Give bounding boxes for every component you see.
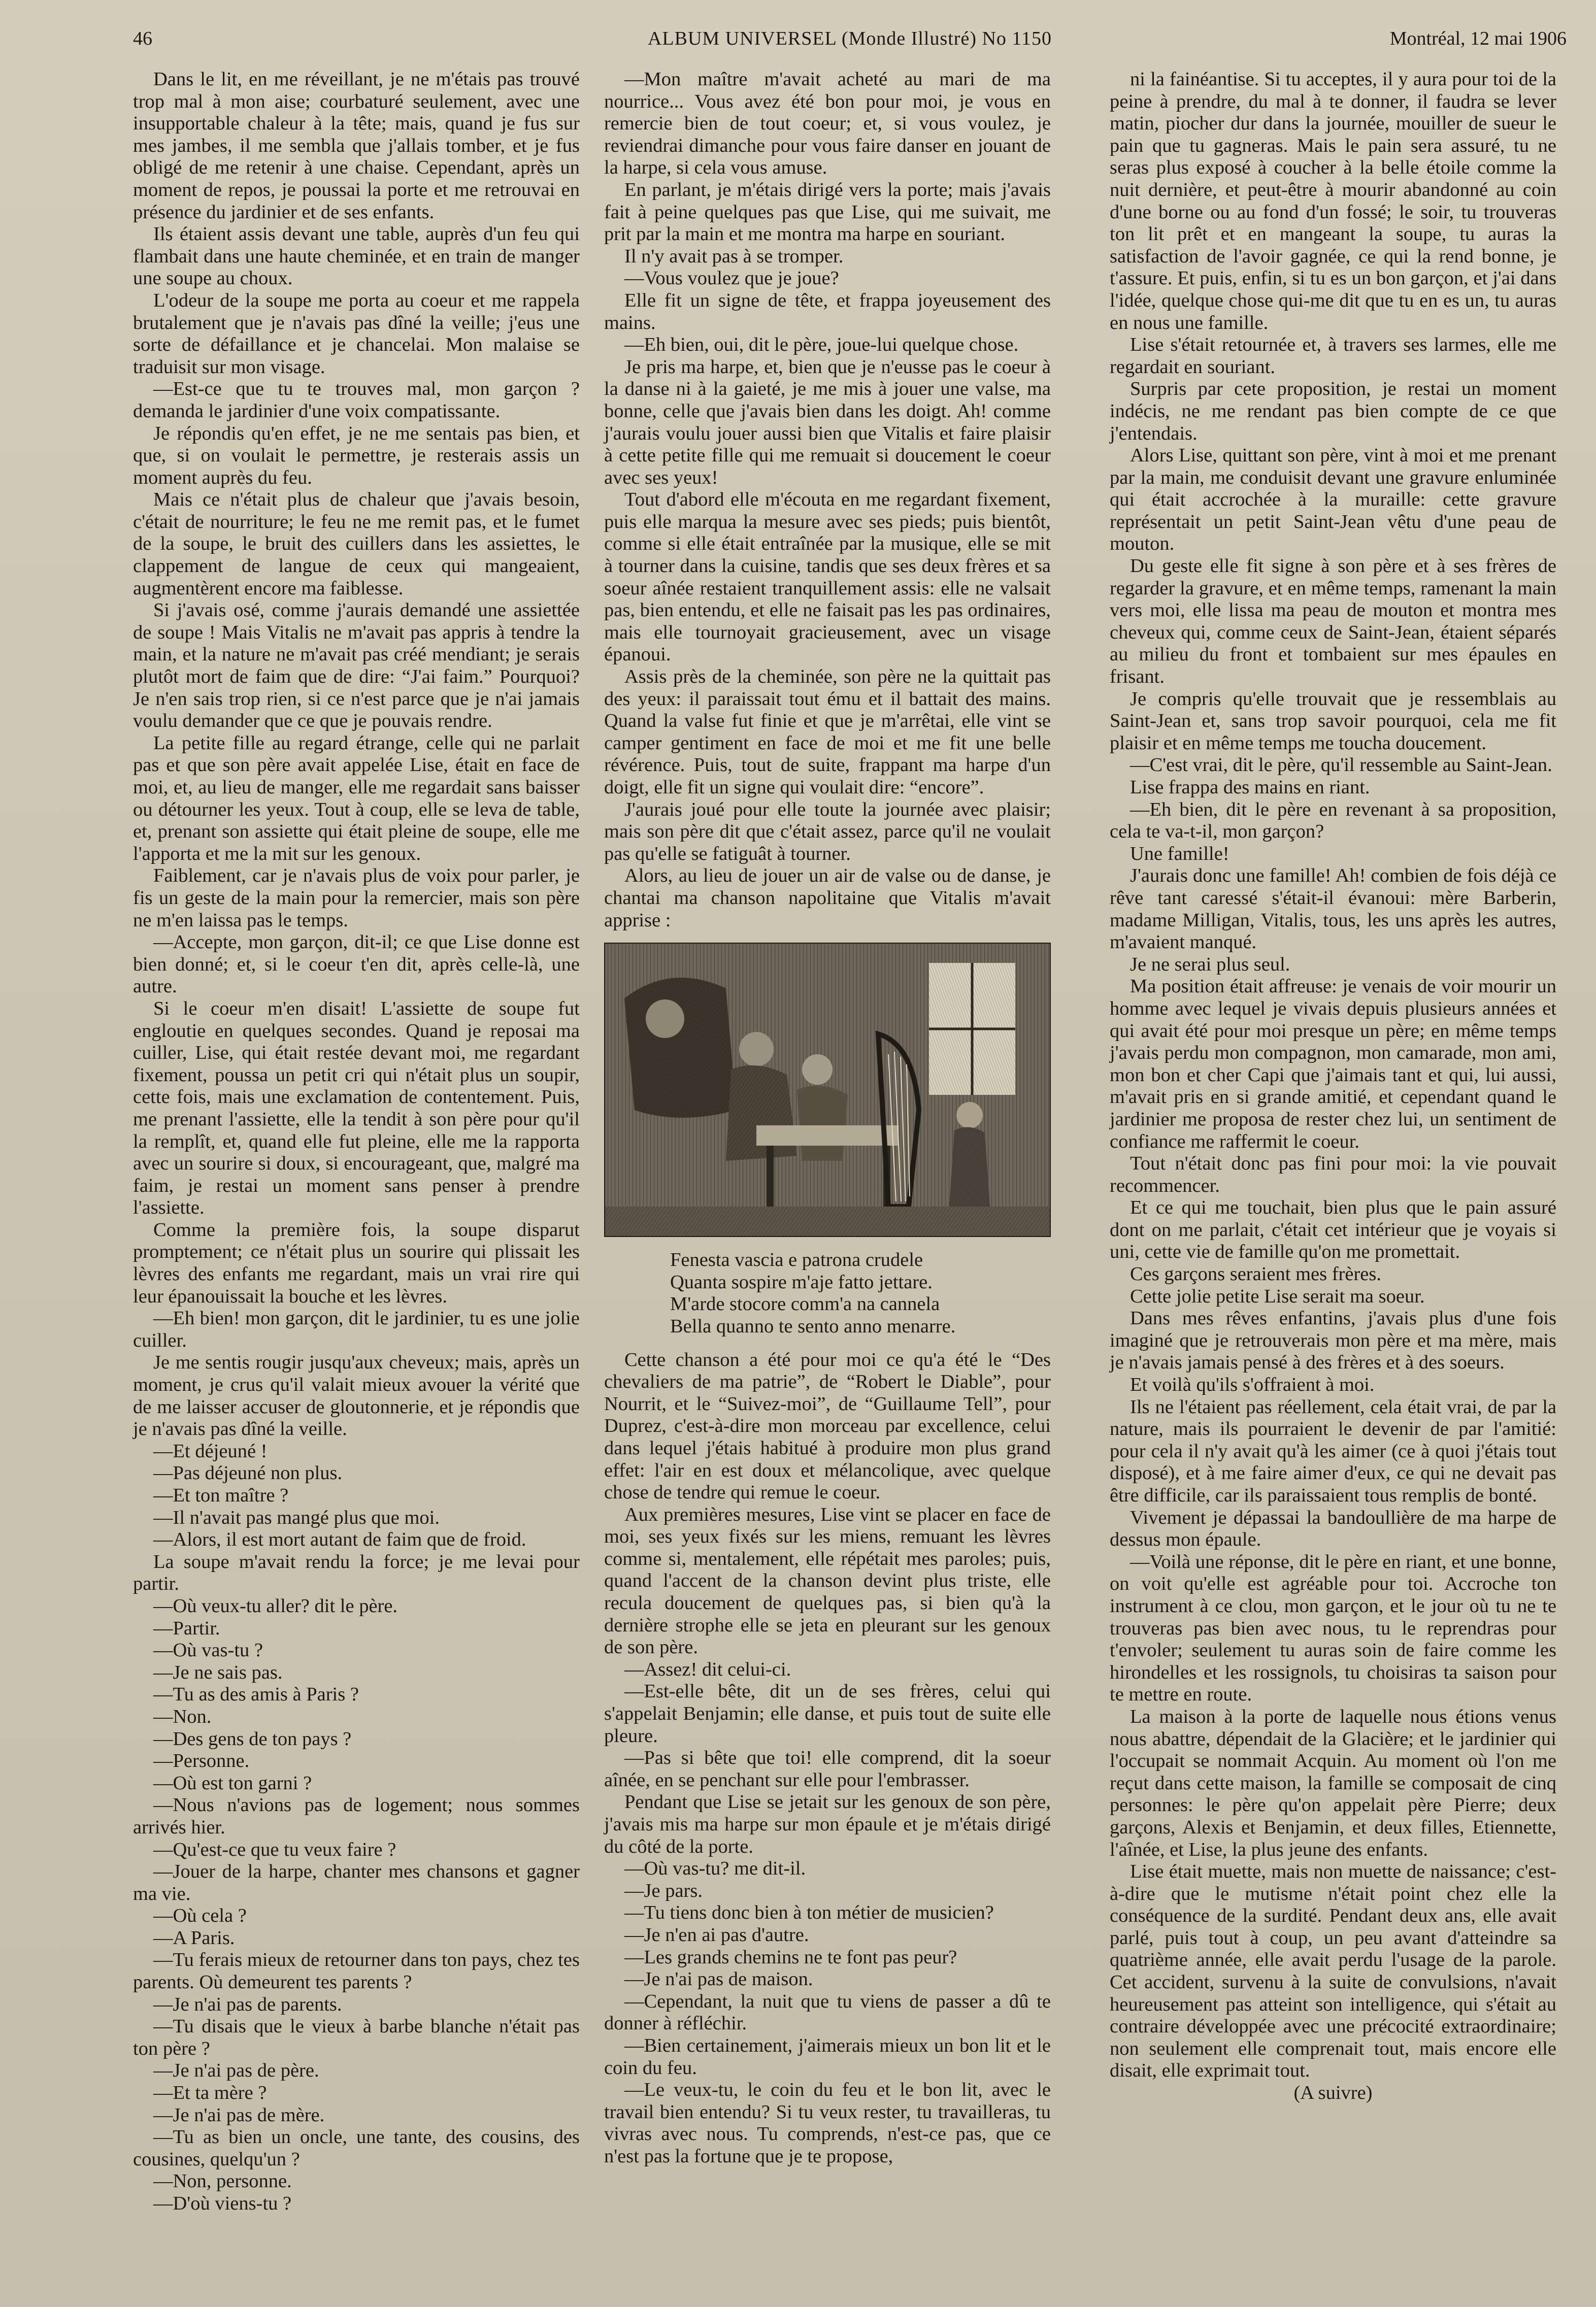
paragraph: Mais ce n'était plus de chaleur que j'avais besoin, c'était de nourriture; le feu ne me remit pas, et le fumet de la soupe, le bruit des cuillers dans les assiettes, le clappement de langue de ceux qui mangeaient, augmentèrent encore ma faiblesse. (133, 489, 580, 599)
dateline: Montréal, 12 mai 1906 (1389, 28, 1567, 49)
paragraph: Alors Lise, quittant son père, vint à moi et me prenant par la main, me conduisit devant une gravure enluminée qui était accrochée à la muraille: cette gravure représentait un petit Saint-Jean vêtu d'une peau de mouton. (1110, 445, 1556, 555)
paragraph: —Je n'en ai pas d'autre. (624, 1924, 809, 1946)
paragraph: —Je ne sais pas. (153, 1661, 283, 1683)
paragraph: Surpris par cete proposition, je restai un moment indécis, ne me rendant pas bien compte de ce que j'entendais. (1110, 378, 1556, 444)
paragraph: Il n'y avait pas à se tromper. (624, 245, 844, 267)
paragraph: Je compris qu'elle trouvait que je ressemblais au Saint-Jean et, sans trop savoir pourquoi, cela me fit plaisir et en même temps me toucha doucement. (1110, 688, 1556, 754)
paragraph: Tout n'était donc pas fini pour moi: la vie pouvait recommencer. (1110, 1153, 1556, 1196)
paragraph: —Et déjeuné ! (153, 1440, 268, 1462)
paragraph: —Alors, il est mort autant de faim que de froid. (153, 1529, 526, 1551)
paragraph: Aux premières mesures, Lise vint se placer en face de moi, ses yeux fixés sur les miens, remuant les lèvres comme si, mentalement, elle répétait mes paroles; puis, quand l'accent de la chanson devint plus triste, elle recula doucement de quelques pas, si bien qu'à la dernière strophe elle se jeta en pleurant sur les genoux de son père. (604, 1503, 1051, 1658)
paragraph: Cette jolie petite Lise serait ma soeur. (1130, 1285, 1425, 1307)
paragraph: Faiblement, car je n'avais plus de voix pour parler, je fis un geste de la main pour la remercier, mais son père ne m'en laissa pas le temps. (133, 865, 580, 931)
paragraph: —Non. (153, 1706, 212, 1727)
paragraph: —Les grands chemins ne te font pas peur? (624, 1946, 957, 1968)
publication-title: ALBUM UNIVERSEL (Monde Illustré) No 1150 (647, 28, 1052, 49)
paragraph: Ils ne l'étaient pas réellement, cela était vrai, de par la nature, mais ils pourraient le devenir de par l'amitié: pour cela il n'y avait qu'à les aimer (ce à quoi j'étais tout disposé), et à me faire aimer d'eux, ce qui ne devait pas être difficile, car ils paraissaient tous remplis de bonté. (1110, 1396, 1556, 1506)
paragraph: —C'est vrai, dit le père, qu'il ressemble au Saint-Jean. (1130, 754, 1552, 776)
paragraph: —Je n'ai pas de maison. (624, 1968, 813, 1990)
paragraph: —Partir. (153, 1617, 220, 1639)
paragraph: —Où vas-tu? me dit-il. (624, 1858, 806, 1880)
paragraph: Je ne serai plus seul. (1130, 953, 1290, 975)
paragraph: —Où cela ? (153, 1905, 247, 1927)
text-column-3 (1110, 69, 1556, 2251)
paragraph: —Cependant, la nuit que tu viens de passer a dû te donner à réfléchir. (604, 1990, 1051, 2034)
paragraph: —Personne. (153, 1750, 250, 1772)
paragraph: —Je n'ai pas de parents. (153, 1993, 342, 2015)
paragraph: —Jouer de la harpe, chanter mes chansons et gagner ma vie. (133, 1861, 580, 1904)
illustration-engraving-image (604, 943, 1051, 1237)
paragraph: Et voilà qu'ils s'offraient à moi. (1130, 1374, 1375, 1396)
paragraph: —Où veux-tu aller? dit le père. (153, 1595, 398, 1617)
paragraph: —Eh bien, oui, dit le père, joue-lui quelque chose. (624, 334, 1019, 356)
paragraph: —Et ton maître ? (153, 1485, 289, 1506)
paragraph: —Je n'ai pas de mère. (153, 2104, 325, 2126)
paragraph: L'odeur de la soupe me porta au coeur et me rappela brutalement que je n'avais pas dîné la veille; j'eus une sorte de défaillance et je chancelai. Mon malaise se traduisit sur mon visage. (133, 289, 580, 378)
text-column-1 (133, 69, 580, 2251)
verse-line: Fenesta vascia e patrona crudele (670, 1249, 923, 1271)
paragraph: —Où vas-tu ? (153, 1640, 263, 1661)
paragraph: Dans le lit, en me réveillant, je ne m'étais pas trouvé trop mal à mon aise; courbaturé seulement, avec une insupportable chaleur à la tête; mais, quand je fus sur mes jambes, il me sembla que j'allais tomber, et je fus obligé de me retenir à une chaise. Cependant, après un moment de repos, je poussai la porte et me retrouvai en présence du jardinier et de ses enfants. (133, 69, 580, 223)
paragraph: Lise était muette, mais non muette de naissance; c'est-à-dire que le mutisme n'était point chez elle la conséquence de la surdité. Pendant deux ans, elle avait parlé, puis tout à coup, un peu avant d'atteindre sa quatrième année, elle avait perdu l'usage de la parole. Cet accident, survenu à la suite de convulsions, n'avait heureusement pas atteint son intelligence, qui s'était au contraire développée avec une précocité extraordinaire; non seulement elle comprenait tout, mais encore elle disait, elle exprimait tout. (1110, 1861, 1556, 2082)
verse-line: Quanta sospire m'aje fatto jettare. (670, 1271, 933, 1293)
paragraph: Du geste elle fit signe à son père et à ses frères de regarder la gravure, et en même temps, ramenant la main vers moi, elle lissa ma peau de mouton et montra mes cheveux qui, comme ceux de Saint-Jean, étaient séparés au milieu du front et tombaient sur mes épaules en frisant. (1110, 555, 1556, 688)
paragraph: —D'où viens-tu ? (153, 2193, 292, 2214)
paragraph: Cette chanson a été pour moi ce qu'a été le “Des chevaliers de ma patrie”, de “Robert le Diable”, pour Nourrit, et le “Suivez-moi”, de “Guillaume Tell”, pour Duprez, c'est-à-dire mon morceau par excellence, celui dans lequel j'étais habitué à produire mon plus grand effet: l'air en est doux et mélancolique, avec quelque chose de tendre qui remue le coeur. (604, 1349, 1051, 1503)
paragraph: —Le veux-tu, le coin du feu et le bon lit, avec le travail bien entendu? Si tu veux rester, tu travailleras, tu vivras avec nous. Tu comprends, n'est-ce pas, que ce n'est pas la fortune que je te propose, (604, 2079, 1051, 2167)
paragraph: Je me sentis rougir jusqu'aux cheveux; mais, après un moment, je crus qu'il valait mieux avouer la vérité que de me laisser accuser de gloutonnerie, et je répondis que je n'avais pas dîné la veille. (133, 1352, 580, 1440)
paragraph: J'aurais joué pour elle toute la journée avec plaisir; mais son père dit que c'était assez, parce qu'il ne voulait pas qu'elle se fatiguât à tourner. (604, 798, 1051, 864)
paragraph: —Tu tiens donc bien à ton métier de musicien? (624, 1902, 994, 1924)
paragraph: En parlant, je m'étais dirigé vers la porte; mais j'avais fait à peine quelques pas que Lise, qui me suivait, me prit par la main et me montra ma harpe en souriant. (604, 179, 1051, 245)
paragraph: Ma position était affreuse: je venais de voir mourir un homme avec lequel je vivais depuis plusieurs années et qui avait été pour moi presque un père; en même temps j'avais perdu mon compagnon, mon camarade, mon ami, mon bon et cher Capi que j'aimais tant et qui, lui aussi, m'avait pris en si grande amitié, et cependant quand le jardinier me proposa de rester chez lui, un sentiment de confiance me raffermit le coeur. (1110, 976, 1556, 1152)
paragraph: —Pas déjeuné non plus. (153, 1462, 343, 1484)
paragraph: —Mon maître m'avait acheté au mari de ma nourrice... Vous avez été bon pour moi, je vous en remercie bien de tout coeur; et, si vous voulez, je reviendrai dimanche pour vous faire danser en jouant de la harpe, si cela vous amuse. (604, 69, 1051, 179)
paragraph: Lise frappa des mains en riant. (1130, 777, 1370, 798)
paragraph: Dans mes rêves enfantins, j'avais plus d'une fois imaginé que je retrouverais mon père et ma mère, mais je n'avais jamais pensé à des frères et à des soeurs. (1110, 1308, 1556, 1374)
paragraph: —Tu disais que le vieux à barbe blanche n'était pas ton père ? (133, 2016, 580, 2059)
paragraph: —Est-ce que tu te trouves mal, mon garçon ? demanda le jardinier d'une voix compatissante. (133, 378, 580, 422)
engraving-illustration (604, 943, 1051, 1237)
paragraph: La maison à la porte de laquelle nous étions venus nous abattre, dépendait de la Glacière; et le jardinier qui l'occupait se nommait Acquin. Au moment où l'on me reçut dans cette maison, la famille se composait de cinq personnes: le père qu'on appelait père Pierre; deux garçons, Alexis et Benjamin, et deux filles, Etiennette, l'aînée, et Lise, la plus jeune des enfants. (1110, 1706, 1556, 1860)
paragraph: —Où est ton garni ? (153, 1772, 312, 1794)
paragraph: —Tu ferais mieux de retourner dans ton pays, chez tes parents. Où demeurent tes parents ? (133, 1949, 580, 1993)
paragraph: —Je n'ai pas de père. (153, 2060, 319, 2082)
paragraph: Alors, au lieu de jouer un air de valse ou de danse, je chantai ma chanson napolitaine que Vitalis m'avait apprise : (604, 865, 1051, 931)
paragraph: J'aurais donc une famille! Ah! combien de fois déjà ce rêve tant caressé s'était-il évanoui: mère Barberin, madame Milligan, Vitalis, tous, les uns après les autres, m'avaient manqué. (1110, 865, 1556, 953)
paragraph: —Eh bien, dit le père en revenant à sa proposition, cela te va-t-il, mon garçon? (1110, 798, 1556, 843)
paragraph: —Voilà une réponse, dit le père en riant, et une bonne, on voit qu'elle est agréable pour toi. Accroche ton instrument à ce clou, mon garçon, et le jour où tu ne te trouveras pas bien avec nous, tu le reprendras pour t'envoler; seulement tu auras soin de faire comme les hirondelles et les rossignols, tu choisiras ta saison pour te mettre en route. (1110, 1551, 1556, 1706)
paragraph: —Je pars. (624, 1880, 703, 1901)
paragraph: —Vous voulez que je joue? (624, 268, 839, 289)
paragraph: Ils étaient assis devant une table, auprès d'un feu qui flambait dans une haute cheminée, et en train de manger une soupe au choux. (133, 223, 580, 289)
paragraph: Si le coeur m'en disait! L'assiette de soupe fut engloutie en quelques secondes. Quand je reposai ma cuiller, Lise, qui était restée devant moi, me regardant fixement, poussa un petit cri qui n'était plus un soupir, cette fois, mais une exclamation de contentement. Puis, me prenant l'assiette, elle la tendit à son père pour qu'il la remplît, et, quand elle fut pleine, elle me la rapporta avec un sourire si doux, si encourageant, que, malgré ma faim, je restai un moment sans penser à prendre l'assiette. (133, 997, 580, 1219)
paragraph: La soupe m'avait rendu la force; je me levai pour partir. (133, 1551, 580, 1595)
page-number: 46 (133, 28, 152, 49)
text-column-2 (604, 69, 1051, 2251)
paragraph: Et ce qui me touchait, bien plus que le pain assuré dont on me parlait, c'était cet intérieur que je voyais si uni, cette vie de famille qu'on me promettait. (1110, 1197, 1556, 1263)
paragraph: —Non, personne. (153, 2170, 292, 2192)
paragraph: —A Paris. (153, 1927, 235, 1949)
paragraph: —Est-elle bête, dit un de ses frères, celui qui s'appelait Benjamin; elle danse, et puis tout de suite elle pleure. (604, 1681, 1051, 1747)
column-2-text-before (604, 69, 1051, 931)
paragraph: ni la fainéantise. Si tu acceptes, il y aura pour toi de la peine à prendre, du mal à te donner, il faudra se lever matin, piocher dur dans la journée, mouiller de sueur le pain que tu gagneras. Mais le pain sera assuré, tu ne seras plus exposé à coucher à la belle étoile comme la nuit dernière, et peut-être à mourir abandonné au coin d'une borne ou au fond d'un fossé; le soir, tu trouveras ton lit prêt et en mangeant la soupe, tu auras la satisfaction de l'avoir gagnée, ce qui la rend bonne, je t'assure. Et puis, enfin, si tu es un bon garçon, et j'ai dans l'idée, quelque chose qui-me dit que tu en es un, tu auras en nous une famille. (1110, 69, 1556, 333)
paragraph: —Pas si bête que toi! elle comprend, dit la soeur aînée, en se penchant sur elle pour l'embrasser. (604, 1747, 1051, 1791)
paragraph: —Accepte, mon garçon, dit-il; ce que Lise donne est bien donné; et, si le coeur t'en dit, après celle-là, une autre. (133, 931, 580, 997)
paragraph: —Il n'avait pas mangé plus que moi. (153, 1507, 440, 1528)
paragraph: Pendant que Lise se jetait sur les genoux de son père, j'avais mis ma harpe sur mon épaule et je m'étais dirigé du côté de la porte. (604, 1791, 1051, 1857)
paragraph: Comme la première fois, la soupe disparut promptement; ce n'était plus un sourire qui plissait les lèvres des enfants me regardant, mais un vrai rire qui leur épanouissait la bouche et les lèvres. (133, 1219, 580, 1307)
paragraph: —Tu as des amis à Paris ? (153, 1684, 359, 1706)
paragraph: Tout d'abord elle m'écouta en me regardant fixement, puis elle marqua la mesure avec ses pieds; puis bientôt, comme si elle était entraînée par la musique, elle se mit à tourner dans la cuisine, tandis que ses deux frères et sa soeur aînée restaient tranquillement assis: elle ne valsait pas, bien entendu, et elle ne faisait pas les pas ordinaires, mais elle tournoyait gracieusement, avec un visage épanoui. (604, 489, 1051, 665)
paragraph: Je pris ma harpe, et, bien que je n'eusse pas le coeur à la danse ni à la gaieté, je me mis à jouer une valse, ma bonne, celle que j'avais bien dans les doigt. Ah! comme j'aurais voulu jouer aussi bien que Vitalis et faire plaisir à cette petite fille qui me remuait si doucement le coeur avec ses yeux! (604, 356, 1051, 488)
column-2-text-after (604, 1349, 1051, 2168)
to-be-continued: (A suivre) (1293, 2082, 1373, 2104)
paragraph: —Et ta mère ? (153, 2082, 267, 2104)
paragraph: Vivement je dépassai la bandoullière de ma harpe de dessus mon épaule. (1110, 1507, 1556, 1551)
paragraph: —Tu as bien un oncle, une tante, des cousins, des cousines, quelqu'un ? (133, 2126, 580, 2170)
verse-line: M'arde stocore comm'a na cannela (670, 1293, 940, 1315)
paragraph: Si j'avais osé, comme j'aurais demandé une assiettée de soupe ! Mais Vitalis ne m'avait pas appris à tendre la main, et la nature ne m'avait pas créé mendiant; je serais plutôt mort de faim que de dire: “J'ai faim.” Pourquoi? Je n'en sais trop rien, si ce n'est parce que je n'ai jamais voulu demander que ce que je pouvais rendre. (133, 599, 580, 732)
column-3-text (1110, 69, 1556, 2082)
paragraph: Lise s'était retournée et, à travers ses larmes, elle me regardait en souriant. (1110, 334, 1556, 378)
paragraph: Elle fit un signe de tête, et frappa joyeusement des mains. (604, 289, 1051, 333)
paragraph: —Des gens de ton pays ? (153, 1728, 352, 1750)
verse-line: Bella quanno te sento anno menarre. (670, 1315, 956, 1337)
paragraph: —Assez! dit celui-ci. (624, 1658, 791, 1680)
page-header (133, 23, 1567, 54)
paragraph: La petite fille au regard étrange, celle qui ne parlait pas et que son père avait appelée Lise, était en face de moi, et, au lieu de manger, elle me regardait sans baisser ou détourner les yeux. Tout à coup, elle se leva de table, et, prenant son assiette qui était pleine de soupe, elle me l'apporta et me la mit sur les genoux. (133, 732, 580, 864)
paragraph: —Bien certainement, j'aimerais mieux un bon lit et le coin du feu. (604, 2034, 1051, 2079)
paragraph: Ces garçons seraient mes frères. (1130, 1263, 1381, 1285)
paragraph: Assis près de la cheminée, son père ne la quittait pas des yeux: il paraissait tout ému et il battait des mains. Quand la valse fut finie et que je m'arrêtai, elle vint se camper gentiment en face de moi et me fit une belle révérence. Puis, tout de suite, frappant ma harpe d'un doigt, elle fit un signe qui voulait dire: “encore”. (604, 666, 1051, 798)
paragraph: Une famille! (1130, 843, 1229, 864)
song-verse (604, 1249, 1051, 1338)
paragraph: Je répondis qu'en effet, je ne me sentais pas bien, et que, si on voulait le permettre, je resterais assis un moment auprès du feu. (133, 422, 580, 488)
paragraph: —Nous n'avions pas de logement; nous sommes arrivés hier. (133, 1794, 580, 1838)
paragraph: —Eh bien! mon garçon, dit le jardinier, tu es une jolie cuiller. (133, 1308, 580, 1351)
paragraph: —Qu'est-ce que tu veux faire ? (153, 1838, 396, 1860)
